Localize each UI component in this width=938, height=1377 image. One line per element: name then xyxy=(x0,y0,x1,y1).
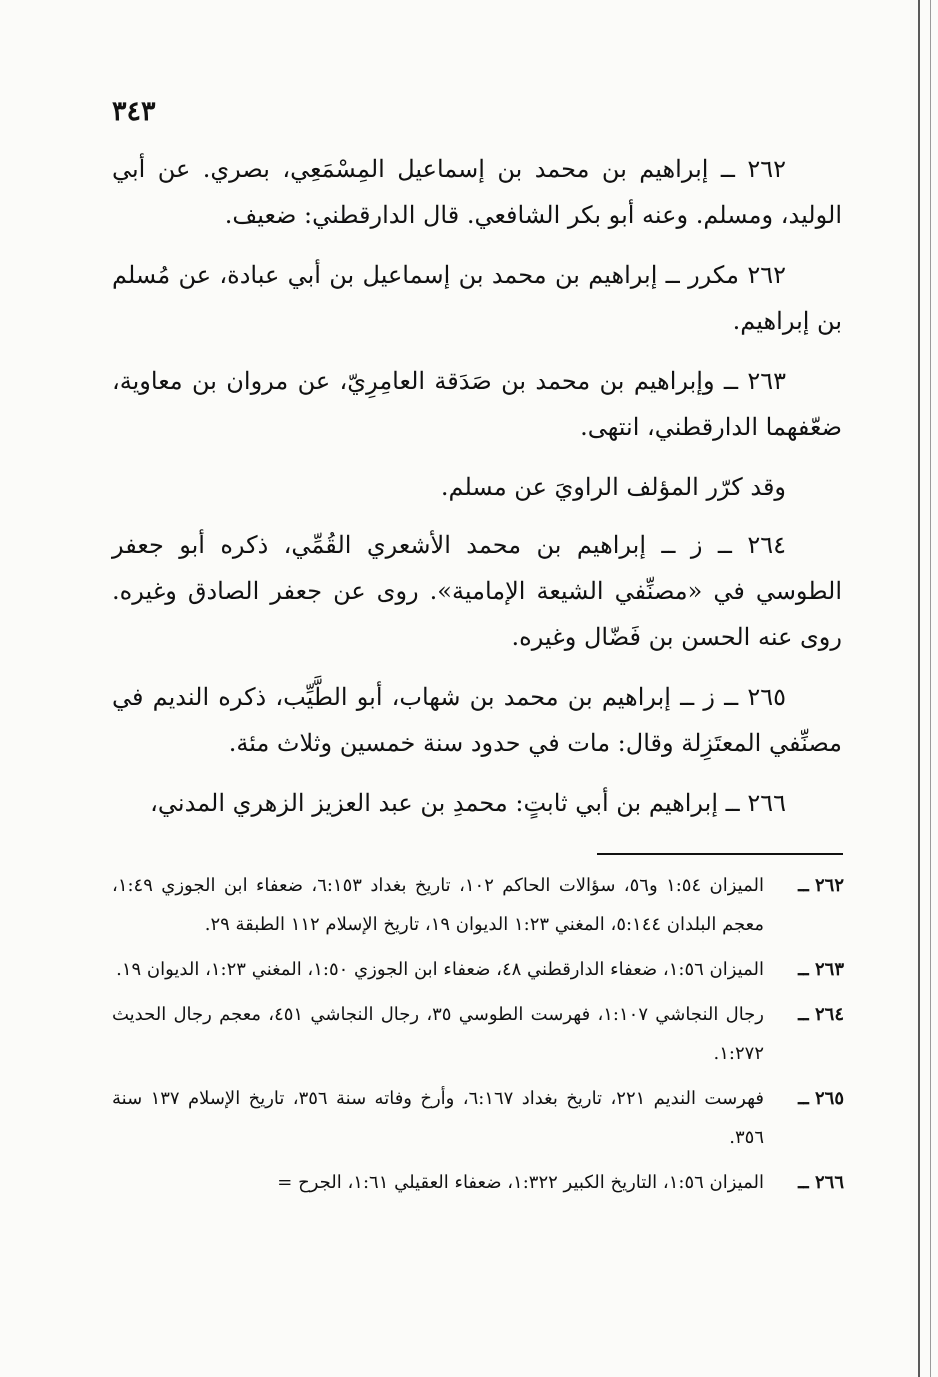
footnote-number: ٢٦٢ ــ xyxy=(798,875,845,896)
footnote-text: الميزان ١:٥٦، التاريخ الكبير ١:٣٢٢، ضعفاء العقيلي ١:٦١، الجرح = xyxy=(277,1172,764,1193)
footnote-262 xyxy=(112,866,844,944)
footnote-264 xyxy=(112,995,844,1073)
entry-266: ٢٦٦ ــ إبراهيم بن أبي ثابتٍ: محمدِ بن عبد العزيز الزهري المدني، xyxy=(150,789,786,817)
footnote-265 xyxy=(112,1079,844,1157)
entry-262: ٢٦٢ ــ إبراهيم بن محمد بن إسماعيل المِسْمَعِي، بصري. عن أبي الوليد، ومسلم. وعنه أبو بكر الشافعي. قال الدارقطني: ضعيف. xyxy=(112,155,842,229)
page-number: ٣٤٣ xyxy=(112,96,156,127)
footnote-number: ٢٦٥ ــ xyxy=(798,1088,845,1109)
main-text xyxy=(112,146,842,840)
footnote-number: ٢٦٤ ــ xyxy=(798,1004,844,1025)
binding-edge-line xyxy=(918,0,920,1377)
footnote-text: رجال النجاشي ١:١٠٧، فهرست الطوسي ٣٥، رجال النجاشي ٤٥١، معجم رجال الحديث ١:٢٧٢. xyxy=(112,1004,764,1064)
footnote-text: فهرست النديم ٢٢١، تاريخ بغداد ٦:١٦٧، وأرخ وفاته سنة ٣٥٦، تاريخ الإسلام ١٣٧ سنة ٣٥٦. xyxy=(112,1088,765,1148)
entry-263: ٢٦٣ ــ وإبراهيم بن محمد بن صَدَقة العامِرِيّ، عن مروان بن معاوية، ضعّفهما الدارقطني، انتهى. xyxy=(112,367,842,441)
footnote-separator xyxy=(597,853,843,855)
entry-262-repeat: ٢٦٢ مكرر ــ إبراهيم بن محمد بن إسماعيل بن أبي عبادة، عن مُسلم بن إبراهيم. xyxy=(112,261,842,335)
footnote-number: ٢٦٦ ــ xyxy=(798,1172,844,1193)
editor-note: وقد كرّر المؤلف الراويَ عن مسلم. xyxy=(440,473,786,501)
footnote-266 xyxy=(112,1163,844,1202)
entry-264: ٢٦٤ ــ ز ــ إبراهيم بن محمد الأشعري القُمِّي، ذكره أبو جعفر الطوسي في «مصنِّفي الشيعة الإمامية». روى عن جعفر الصادق وغيره. روى عنه الحسن بن فَضّال وغيره. xyxy=(112,531,842,651)
footnote-text: الميزان ١:٥٤ و٥٦، سؤالات الحاكم ١٠٢، تاريخ بغداد ٦:١٥٣، ضعفاء ابن الجوزي ١:٤٩، معجم البلدان ٥:١٤٤، المغني ١:٢٣ الديوان ١٩، تاريخ الإسلام ١١٢ الطبقة ٢٩. xyxy=(112,875,765,935)
binding-edge-line-outer xyxy=(930,0,931,1377)
footnote-text: الميزان ١:٥٦، ضعفاء الدارقطني ٤٨، ضعفاء ابن الجوزي ١:٥٠، المغني ١:٢٣، الديوان ١٩. xyxy=(116,959,764,980)
footnote-number: ٢٦٣ ــ xyxy=(798,959,844,980)
entry-265: ٢٦٥ ــ ز ــ إبراهيم بن محمد بن شهاب، أبو الطَّيِّب، ذكره النديم في مصنِّفي المعتَزِلة وقال: مات في حدود سنة خمسين وثلاث مئة. xyxy=(112,683,842,757)
footnotes xyxy=(112,866,844,1208)
footnote-263 xyxy=(112,950,844,989)
